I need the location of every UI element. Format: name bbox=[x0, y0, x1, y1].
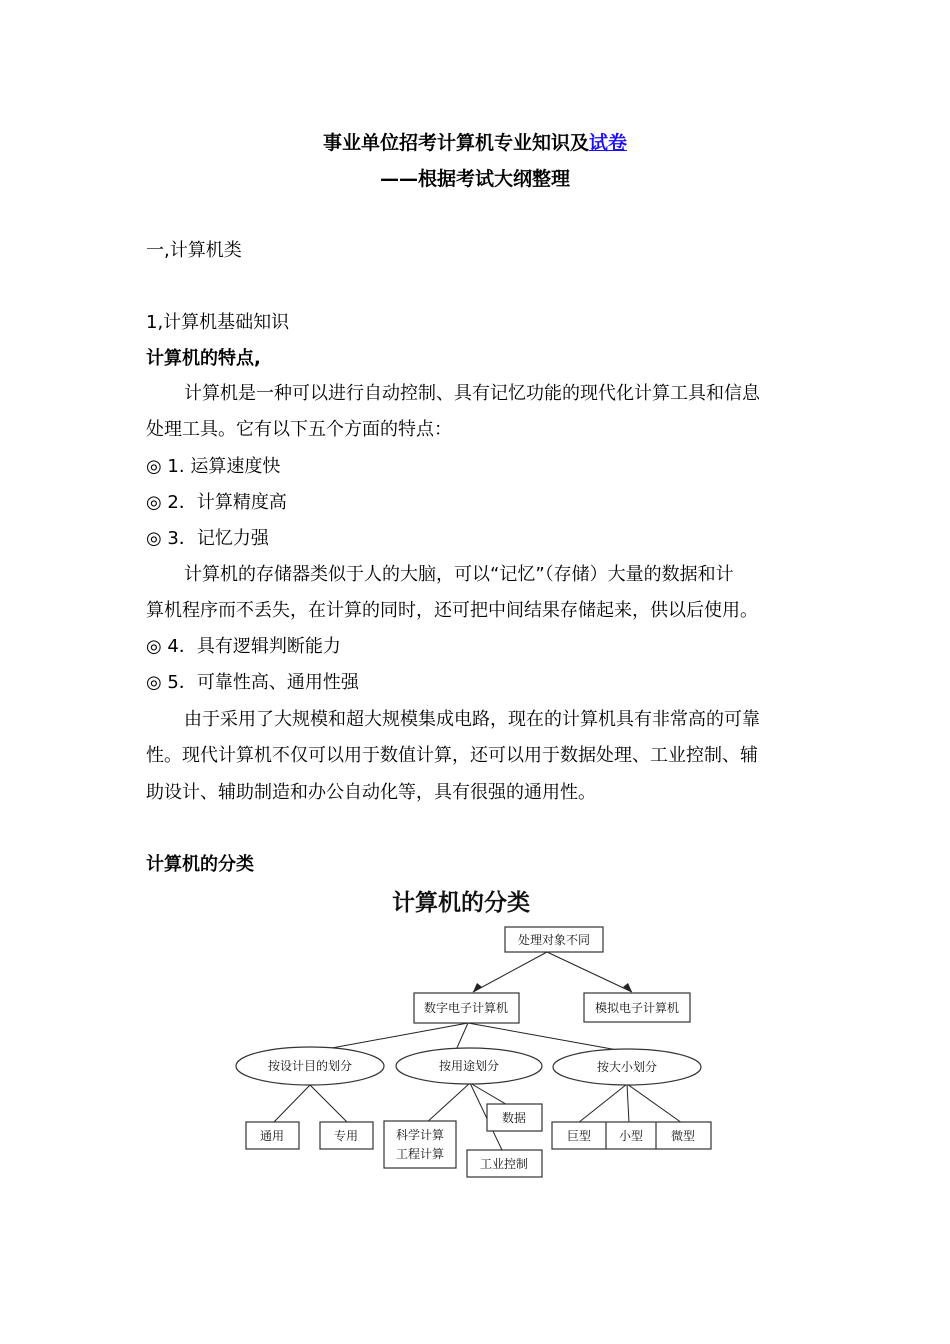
connector-line bbox=[310, 1085, 347, 1122]
subsection-heading: 1,计算机基础知识 bbox=[146, 312, 290, 333]
connector-line bbox=[627, 1084, 629, 1123]
connector-line bbox=[627, 1084, 682, 1123]
use-label: 按用途划分 bbox=[438, 1059, 500, 1073]
industrial-label: 工业控制 bbox=[479, 1157, 529, 1171]
general-label: 通用 bbox=[259, 1129, 285, 1143]
document-subtitle: ——根据考试大纲整理 bbox=[379, 168, 570, 190]
feature-item: ◎ 3．记忆力强 bbox=[146, 528, 269, 549]
classification-heading: 计算机的分类 bbox=[146, 854, 254, 875]
science-label: 科学计算 bbox=[395, 1128, 445, 1142]
title-link[interactable]: 试卷 bbox=[589, 132, 628, 154]
feature-item: ◎ 4．具有逻辑判断能力 bbox=[146, 636, 341, 657]
special-label: 专用 bbox=[333, 1129, 359, 1143]
document-title bbox=[0, 128, 950, 155]
classification-diagram bbox=[230, 880, 720, 1185]
connector-line bbox=[274, 1085, 310, 1122]
section-heading: 一,计算机类 bbox=[146, 240, 242, 261]
data-label: 数据 bbox=[501, 1111, 527, 1125]
paragraph-line: 由于采用了大规模和超大规模集成电路，现在的计算机具有非常高的可靠 bbox=[184, 709, 760, 730]
features-heading: 计算机的特点, bbox=[146, 348, 261, 369]
paragraph-line: 助设计、辅助制造和办公自动化等，具有很强的通用性。 bbox=[146, 782, 596, 803]
connector-line bbox=[578, 1084, 627, 1123]
feature-item: ◎ 2．计算精度高 bbox=[146, 492, 287, 513]
title-text: 事业单位招考计算机专业知识及 bbox=[322, 132, 589, 154]
paragraph-line: 处理工具。它有以下五个方面的特点： bbox=[146, 419, 452, 440]
digital-label: 数字电子计算机 bbox=[423, 1001, 509, 1015]
connector-line bbox=[425, 1083, 470, 1124]
paragraph-line: 算机程序而不丢失，在计算的同时，还可把中间结果存储起来，供以后使用。 bbox=[146, 600, 758, 621]
paragraph-line: 性。现代计算机不仅可以用于数值计算，还可以用于数据处理、工业控制、辅 bbox=[146, 745, 758, 766]
analog-label: 模拟电子计算机 bbox=[594, 1001, 680, 1015]
paragraph-line: 计算机是一种可以进行自动控制、具有记忆功能的现代化计算工具和信息 bbox=[184, 383, 760, 404]
root-label: 处理对象不同 bbox=[517, 933, 591, 947]
feature-item: ◎ 5．可靠性高、通用性强 bbox=[146, 672, 359, 693]
engineering-label: 工程计算 bbox=[395, 1147, 445, 1161]
arrowhead bbox=[473, 983, 482, 992]
connector-line bbox=[547, 952, 632, 992]
connector-line bbox=[456, 1023, 468, 1050]
diagram-title: 计算机的分类 bbox=[392, 890, 530, 916]
connector-line bbox=[473, 952, 547, 992]
design-purpose-label: 按设计目的划分 bbox=[267, 1059, 353, 1073]
connector-line bbox=[468, 1023, 623, 1051]
size-label: 按大小划分 bbox=[596, 1060, 658, 1074]
giant-label: 巨型 bbox=[566, 1129, 592, 1143]
arrowhead bbox=[623, 983, 632, 992]
small-label: 小型 bbox=[618, 1129, 644, 1143]
paragraph-line: 计算机的存储器类似于人的大脑，可以“记忆”（存储）大量的数据和计 bbox=[184, 564, 734, 585]
feature-item: ◎ 1. 运算速度快 bbox=[146, 456, 281, 477]
micro-label: 微型 bbox=[670, 1129, 696, 1143]
